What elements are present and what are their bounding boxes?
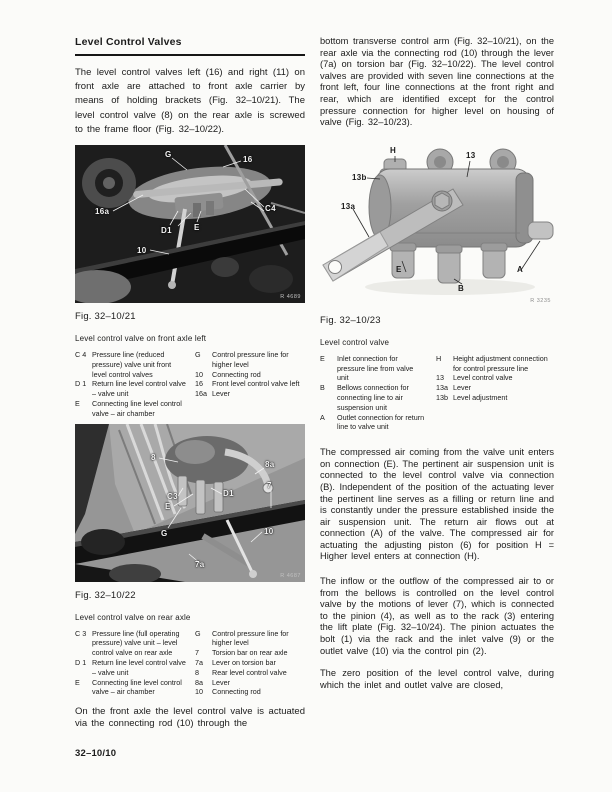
figure-callout-A: A: [517, 264, 524, 274]
right-paragraph-2: The compressed air coming from the valve unit enters on connection (E). The pertinent air suspension unit is connected to the level control valve via connection (B). Independent of the position of the actuating lever the pertinent line serves as a filling or return line and is constantly under the pressure established inside the air suspension unit. The return air flows out at connection (A) of the valve. The compressed air for actuating the adjusting piston (6) for position H = Higher level enters at connection (H).: [320, 447, 554, 562]
legend-item-7: [195, 648, 305, 658]
legend-key: E: [320, 353, 325, 363]
figure-callout-C3: C3: [167, 491, 178, 501]
legend-key: G: [195, 628, 201, 638]
legend-item-G: [195, 350, 305, 370]
figure-callout-10: 10: [264, 526, 274, 536]
legend-key: C 4: [75, 350, 87, 360]
legend-item-16a: [195, 389, 305, 399]
legend-key: C 3: [75, 628, 87, 638]
figure-2-legend-right: [195, 629, 305, 698]
figure-1-legend-right: [195, 350, 305, 419]
legend-key: D 1: [75, 657, 87, 667]
figure-3-legend: [320, 354, 554, 432]
legend-key: 8: [195, 667, 199, 677]
figure-1-legend-left: [75, 350, 187, 419]
figure-callout-8a: 8a: [265, 459, 275, 469]
legend-key: 16: [195, 379, 203, 389]
right-paragraph-3: The inflow or the outflow of the compressed air to or from the bellows is controlled on the level control valve by the motions of lever (7), which is connected to the pinion (4), as well as to the rack (3) entering the lift plate (Fig. 32–10/24). The pinion actuates the bolt (1) via the rack and the inlet valve (9) or the outlet valve (10) via the control pin (2).: [320, 576, 554, 656]
legend-item-8: [195, 668, 305, 678]
figure-2-legend: [75, 629, 305, 698]
legend-key: D 1: [75, 379, 87, 389]
legend-item-13a: [436, 383, 550, 393]
legend-text: Level adjustment: [453, 392, 508, 402]
legend-item-13: [436, 373, 550, 383]
legend-key: G: [195, 350, 201, 360]
legend-text: Lever: [212, 677, 230, 687]
legend-text: Control pressure line for higher level: [212, 350, 289, 369]
figure-callout-10: 10: [137, 246, 147, 256]
legend-text: Connecting line level control valve – air chamber: [92, 399, 182, 418]
legend-text: Height adjustment connection for control pressure line: [453, 353, 548, 373]
page-number: 32–10/10: [75, 748, 117, 759]
legend-text: Lever: [212, 389, 230, 399]
figure-callout-E: E: [194, 223, 200, 233]
legend-item-D1: [75, 379, 187, 399]
figure-2-caption: Level control valve on rear axle: [75, 612, 191, 622]
legend-key: 7a: [195, 657, 203, 667]
figure-callout-8: 8: [151, 452, 156, 462]
legend-text: Front level control valve left: [212, 379, 300, 389]
front-axle-photo-art: [75, 145, 305, 303]
figure-callout-16: 16: [243, 155, 253, 165]
legend-text: Outlet connection for return line to valve unit: [337, 412, 425, 432]
figure-1-caption: Level control valve on front axle left: [75, 334, 207, 344]
figure-front-axle-photo: [75, 145, 305, 303]
figure-callout-13: 13: [466, 150, 476, 160]
figure-3-caption: Level control valve: [320, 337, 390, 347]
legend-key: 16a: [195, 389, 207, 399]
legend-key: 13a: [436, 383, 448, 393]
legend-text: Inlet connection for pressure line from valve unit: [337, 353, 414, 383]
legend-key: B: [320, 383, 325, 393]
legend-item-E: [320, 354, 426, 383]
legend-text: Control pressure line for higher level: [212, 628, 289, 648]
figure-callout-13a: 13a: [341, 201, 356, 211]
photo-id-label: R 3235: [530, 297, 551, 304]
right-paragraph-1: bottom transverse control arm (Fig. 32–10/21), on the rear axle via the connecting rod (10) through the lever (7a) on torsion bar (Fig. 32–10/22). The level control valves are provided with seven line connections at the front left, four line connections at the front right and rear, which are identified except for the control pressure connection for higher level on housing of valve (Fig. 32–10/23).: [320, 36, 554, 128]
legend-key: A: [320, 412, 325, 422]
legend-item-G: [195, 629, 305, 649]
figure-callout-16a: 16a: [95, 207, 110, 217]
legend-item-D1: [75, 658, 187, 678]
legend-key: 10: [195, 687, 203, 697]
legend-key: E: [75, 677, 80, 687]
legend-item-16: [195, 379, 305, 389]
legend-key: 8a: [195, 677, 203, 687]
legend-text: Level control valve: [453, 373, 513, 383]
figure-callout-H: H: [390, 145, 397, 155]
legend-item-B: [320, 383, 426, 412]
right-column: [320, 36, 554, 691]
photo-id-label: R 4687: [280, 572, 301, 579]
legend-text: Pressure line (reduced pressure) valve unit front level control valves: [92, 350, 172, 379]
legend-text: Connecting line level control valve – air chamber: [92, 677, 182, 697]
figure-callout-C4: C4: [265, 204, 276, 214]
photo-id-label: R 4689: [280, 294, 301, 301]
legend-item-H: [436, 354, 550, 374]
figure-callout-G: G: [165, 150, 172, 160]
legend-item-A: [320, 413, 426, 433]
legend-text: Rear level control valve: [212, 667, 287, 677]
legend-text: Connecting rod: [212, 369, 261, 379]
figure-3-legend-right: [436, 354, 550, 432]
legend-text: Connecting rod: [212, 687, 261, 697]
legend-item-10: [195, 687, 305, 697]
legend-text: Torsion bar on rear axle: [212, 648, 288, 658]
legend-key: 10: [195, 369, 203, 379]
figure-3-legend-left: [320, 354, 426, 432]
figure-callout-7: 7: [267, 480, 272, 490]
legend-key: 7: [195, 648, 199, 658]
legend-item-10: [195, 370, 305, 380]
legend-item-C3: [75, 629, 187, 658]
figure-callout-E: E: [165, 501, 171, 511]
legend-item-E: [75, 678, 187, 698]
figure-callout-13b: 13b: [352, 172, 367, 182]
legend-text: Lever on torsion bar: [212, 657, 276, 667]
figure-1-label: Fig. 32–10/21: [75, 311, 136, 323]
figure-2-legend-left: [75, 629, 187, 698]
legend-item-13b: [436, 393, 550, 403]
legend-key: E: [75, 399, 80, 408]
legend-text: Bellows connection for connecting line to air suspension unit: [337, 383, 409, 412]
legend-text: Return line level control valve – valve unit: [92, 379, 186, 399]
legend-item-7a: [195, 658, 305, 668]
left-column: [75, 36, 305, 730]
legend-item-E: [75, 399, 187, 419]
figure-callout-G: G: [161, 528, 168, 538]
figure-1-legend: [75, 350, 305, 419]
intro-paragraph: The level control valves left (16) and right (11) on front axle are attached to front axle carrier by means of holding brackets (Fig. 32–10/21). The level control valve (8) on the rear axle is screwed to the frame floor (Fig. 32–10/22).: [75, 67, 305, 135]
legend-item-8a: [195, 678, 305, 688]
figure-3-label: Fig. 32–10/23: [320, 314, 381, 326]
figure-2-label: Fig. 32–10/22: [75, 589, 136, 601]
legend-text: Return line level control valve – valve unit: [92, 657, 186, 677]
legend-item-C4: [75, 350, 187, 379]
figure-callout-7a: 7a: [195, 559, 205, 569]
figure-callout-D1: D1: [223, 488, 234, 498]
rear-axle-photo-art: [75, 424, 305, 582]
figure-callout-D1: D1: [161, 226, 172, 236]
valve-drawing-art: [320, 145, 555, 307]
figure-callout-E: E: [396, 264, 402, 274]
legend-key: H: [436, 353, 442, 363]
right-paragraph-4: The zero position of the level control valve, during which the inlet and outlet valve are closed,: [320, 668, 554, 690]
legend-text: Pressure line (full operating pressure) valve unit – level control valve on rear axle: [92, 628, 180, 658]
legend-key: 13: [436, 373, 444, 383]
figure-valve-drawing: [320, 145, 555, 307]
left-bottom-paragraph: On the front axle the level control valve is actuated via the connecting rod (10) through the: [75, 706, 305, 730]
figure-callout-B: B: [458, 283, 465, 293]
page-title: Level Control Valves: [75, 36, 305, 56]
legend-text: Lever: [453, 383, 471, 393]
legend-key: 13b: [436, 392, 448, 402]
figure-rear-axle-photo: [75, 424, 305, 582]
